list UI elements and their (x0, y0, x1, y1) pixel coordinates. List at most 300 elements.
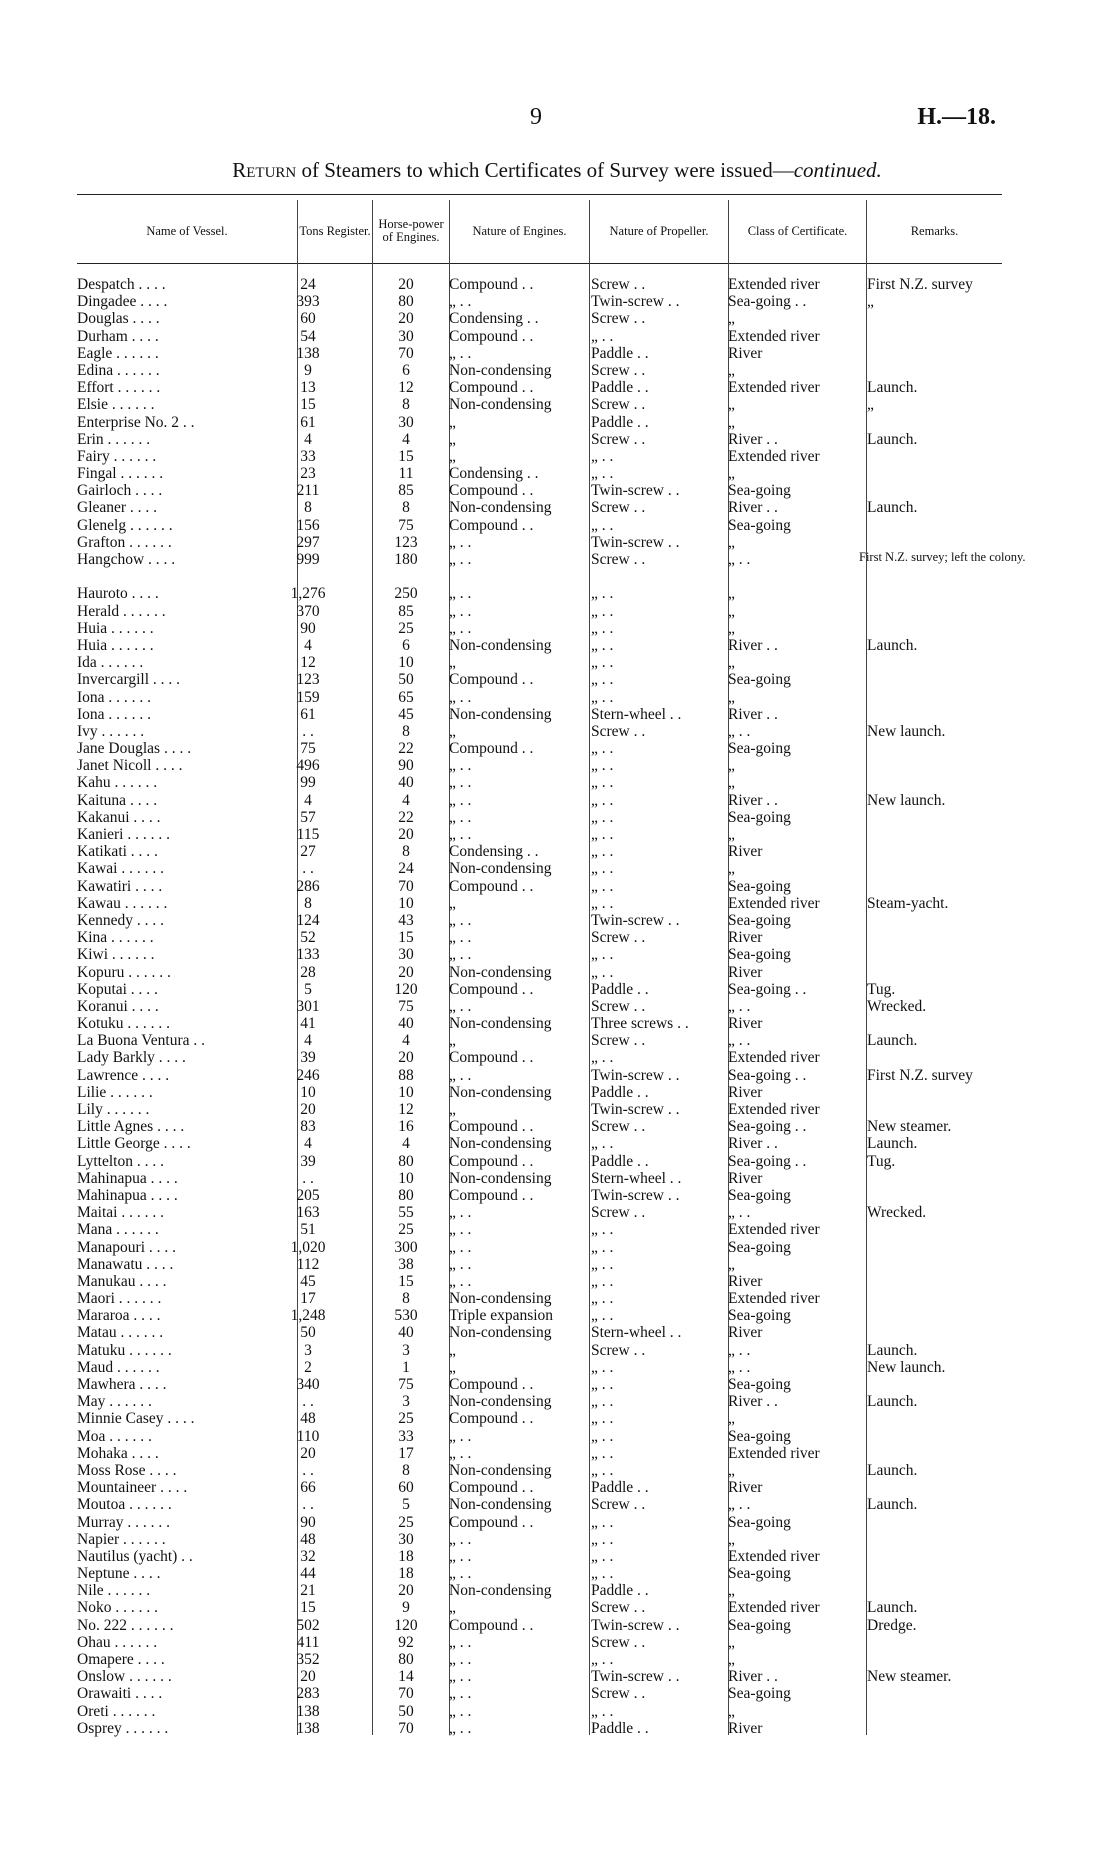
horse-power: 45 (398, 705, 414, 723)
vessel-name: Murray . . . . . . (77, 1513, 170, 1531)
vessel-name: Gairloch . . . . (77, 482, 163, 500)
horse-power: 25 (398, 619, 414, 637)
horse-power: 85 (398, 602, 414, 620)
vessel-name: Minnie Casey . . . . (77, 1410, 195, 1428)
remarks: Dredge. (867, 1616, 917, 1634)
horse-power: 10 (398, 654, 414, 672)
certificate-class: River (728, 963, 763, 981)
tons-register: 138 (296, 1702, 320, 1720)
vessel-name: Koranui . . . . (77, 997, 159, 1015)
engine-nature: Compound . . (449, 276, 534, 293)
vessel-name: Ohau . . . . . . (77, 1633, 158, 1651)
horse-power: 8 (402, 499, 410, 517)
remarks: Launch. (867, 1496, 918, 1514)
tons-register: 1,020 (290, 1238, 326, 1256)
horse-power: 24 (398, 860, 414, 878)
horse-power: 120 (394, 1616, 418, 1634)
vessel-name: Eagle . . . . . . (77, 344, 159, 362)
tons-register: 21 (300, 1582, 316, 1600)
engine-nature: „ . . (449, 293, 472, 311)
certificate-class: „ (728, 533, 735, 551)
tons-register: . . (302, 1496, 314, 1514)
tons-register: 15 (300, 396, 316, 414)
header-name: Name of Vessel. (146, 223, 228, 238)
propeller-nature: „ . . (591, 516, 614, 534)
table-row (77, 1531, 1002, 1548)
horse-power: 33 (398, 1427, 414, 1445)
table-row (77, 1290, 1002, 1307)
propeller-nature: Twin-screw . . (591, 1066, 680, 1084)
table-row (77, 1496, 1002, 1513)
vessel-name: Jane Douglas . . . . (77, 740, 192, 758)
engine-nature: Compound . . (449, 1049, 534, 1067)
propeller-nature: Screw . . (591, 1341, 646, 1359)
tons-register: 411 (296, 1633, 320, 1651)
table-row (77, 1445, 1002, 1462)
certificate-class: Sea-going (728, 516, 791, 534)
table-row (77, 1685, 1002, 1702)
horse-power: 22 (398, 808, 414, 826)
horse-power: 18 (398, 1565, 414, 1583)
table-row (77, 1273, 1002, 1290)
propeller-nature: „ . . (591, 327, 614, 345)
certificate-class: River . . (728, 1393, 778, 1411)
certificate-class: „ (728, 1582, 735, 1600)
vessel-name: May . . . . . . (77, 1393, 152, 1411)
tons-register: 61 (300, 705, 316, 723)
vessel-name: Lady Barkly . . . . (77, 1049, 186, 1067)
horse-power: 70 (398, 1685, 414, 1703)
table-row (77, 1067, 1002, 1084)
tons-register: 17 (300, 1290, 316, 1308)
propeller-nature: Paddle . . (591, 1582, 649, 1600)
certificate-class: River (728, 1169, 763, 1187)
certificate-class: Extended river (728, 894, 820, 912)
table-row (77, 1617, 1002, 1634)
horse-power: 11 (398, 465, 414, 483)
header-propeller: Nature of Propeller. (609, 223, 709, 238)
remarks: Steam-yacht. (867, 894, 949, 912)
tons-register: 9 (304, 361, 312, 379)
horse-power: 12 (398, 1101, 414, 1118)
horse-power: 20 (398, 826, 414, 843)
engine-nature: „ (449, 1032, 456, 1050)
engine-nature: Non-condensing (449, 1324, 552, 1342)
remarks: Tug. (867, 1152, 896, 1170)
vessel-name: Kanieri . . . . . . (77, 826, 170, 843)
propeller-nature: Screw . . (591, 1032, 646, 1050)
table-row (77, 1462, 1002, 1479)
vessel-name: Onslow . . . . . . (77, 1668, 172, 1686)
engine-nature: Non-condensing (449, 499, 552, 517)
engine-nature: Non-condensing (449, 1461, 552, 1479)
horse-power: 90 (398, 757, 414, 775)
horse-power: 15 (398, 1272, 414, 1290)
tons-register: 13 (300, 379, 316, 397)
propeller-nature: „ . . (591, 1651, 614, 1668)
vessel-name: Durham . . . . (77, 327, 159, 345)
vessel-name: Herald . . . . . . (77, 602, 166, 620)
propeller-nature: „ . . (591, 1238, 614, 1256)
tons-register: 4 (304, 1032, 312, 1050)
tons-register: 39 (300, 1049, 316, 1067)
tons-register: 48 (300, 1410, 316, 1428)
certificate-class: Sea-going . . (728, 1066, 807, 1084)
vessel-name: Lily . . . . . . (77, 1101, 150, 1118)
propeller-nature: Screw . . (591, 1599, 646, 1617)
certificate-class: „ (728, 1633, 735, 1651)
certificate-class: „ (728, 1651, 735, 1668)
propeller-nature: „ . . (591, 877, 614, 895)
table-row (77, 895, 1002, 912)
propeller-nature: „ . . (591, 1444, 614, 1462)
certificate-class: „ . . (728, 997, 751, 1015)
tons-register: 15 (300, 1599, 316, 1617)
certificate-class: Sea-going . . (728, 293, 807, 311)
propeller-nature: „ . . (591, 808, 614, 826)
propeller-nature: „ . . (591, 465, 614, 483)
engine-nature: „ . . (449, 1651, 472, 1668)
propeller-nature: „ . . (591, 860, 614, 878)
certificate-class: Extended river (728, 1101, 820, 1118)
page-number: 9 (530, 104, 542, 130)
engine-nature: „ . . (449, 585, 472, 603)
propeller-nature: „ . . (591, 963, 614, 981)
tons-register: 138 (296, 344, 320, 362)
table-row (77, 568, 1002, 585)
engine-nature: „ . . (449, 1668, 472, 1686)
certificate-class: Extended river (728, 1599, 820, 1617)
tons-register: 90 (300, 1513, 316, 1531)
header-tons: Tons Register. (299, 223, 371, 238)
horse-power: 30 (398, 946, 414, 964)
table-row (77, 1324, 1002, 1341)
propeller-nature: Paddle . . (591, 344, 649, 362)
propeller-nature: Screw . . (591, 361, 646, 379)
tons-register: 12 (300, 654, 316, 672)
table-row (77, 671, 1002, 688)
certificate-class: Extended river (728, 1049, 820, 1067)
vessel-name: Matau . . . . . . (77, 1324, 164, 1342)
engine-nature: „ (449, 1101, 456, 1118)
certificate-class: Sea-going (728, 1307, 791, 1325)
vessel-name: Kiwi . . . . . . (77, 946, 155, 964)
engine-nature: Compound . . (449, 877, 534, 895)
remarks: First N.Z. survey (867, 1066, 973, 1084)
certificate-class: Sea-going (728, 877, 791, 895)
tons-register: 246 (296, 1066, 320, 1084)
horse-power: 25 (398, 1221, 414, 1239)
certificate-class: „ (728, 1530, 735, 1548)
certificate-class: „ . . (728, 722, 751, 740)
propeller-nature: „ . . (591, 636, 614, 654)
engine-nature: Compound . . (449, 671, 534, 689)
certificate-class: „ (728, 413, 735, 431)
horse-power: 6 (402, 361, 410, 379)
propeller-nature: „ . . (591, 671, 614, 689)
vessel-name: Napier . . . . . . (77, 1530, 166, 1548)
table-row (77, 757, 1002, 774)
propeller-nature: „ . . (591, 1049, 614, 1067)
tons-register: 8 (304, 499, 312, 517)
remarks: New steamer. (867, 1118, 952, 1136)
engine-nature: „ . . (449, 533, 472, 551)
propeller-nature: Twin-screw . . (591, 1616, 680, 1634)
table-row (77, 585, 1002, 602)
engine-nature: Compound . . (449, 1410, 534, 1428)
vessel-name: Koputai . . . . (77, 980, 158, 998)
certificate-class: River . . (728, 499, 778, 517)
horse-power: 6 (402, 636, 410, 654)
remarks: Wrecked. (867, 997, 927, 1015)
vessel-name: Matuku . . . . . . (77, 1341, 172, 1359)
table-row (77, 1032, 1002, 1049)
horse-power: 20 (398, 276, 414, 293)
propeller-nature: Screw . . (591, 499, 646, 517)
engine-nature: Non-condensing (449, 860, 552, 878)
horse-power: 3 (402, 1341, 410, 1359)
engine-nature: „ . . (449, 1702, 472, 1720)
horse-power: 50 (398, 671, 414, 689)
table-row (77, 276, 1002, 293)
table-row (77, 448, 1002, 465)
horse-power: 4 (402, 791, 410, 809)
certificate-class: „ (728, 774, 735, 792)
propeller-nature: Screw . . (591, 1118, 646, 1136)
certificate-class: „ . . (728, 551, 751, 568)
table-row (77, 620, 1002, 637)
propeller-nature: „ . . (591, 791, 614, 809)
propeller-nature: Stern-wheel . . (591, 1324, 682, 1342)
table-row (77, 1393, 1002, 1410)
vessel-name: Enterprise No. 2 . . (77, 413, 195, 431)
engine-nature: „ . . (449, 344, 472, 362)
table-row (77, 431, 1002, 448)
certificate-class: „ (728, 396, 735, 414)
propeller-nature: Screw . . (591, 1204, 646, 1222)
table-row (77, 310, 1002, 327)
engine-nature: „ . . (449, 997, 472, 1015)
horse-power: 14 (398, 1668, 414, 1686)
tons-register: 138 (296, 1719, 320, 1737)
table-row (77, 1221, 1002, 1238)
propeller-nature: „ . . (591, 1565, 614, 1583)
remarks: First N.Z. survey (867, 276, 973, 293)
tons-register: 286 (296, 877, 320, 895)
table-row (77, 1514, 1002, 1531)
engine-nature: „ . . (449, 1255, 472, 1273)
certificate-class: Sea-going (728, 911, 791, 929)
tons-register: 24 (300, 276, 316, 293)
certificate-class: River . . (728, 1135, 778, 1153)
vessel-name: Kahu . . . . . . (77, 774, 158, 792)
propeller-nature: Twin-screw . . (591, 911, 680, 929)
engine-nature: „ . . (449, 1066, 472, 1084)
horse-power: 15 (398, 447, 414, 465)
propeller-nature: „ . . (591, 1307, 614, 1325)
vessel-name: Despatch . . . . (77, 276, 166, 293)
tons-register: 83 (300, 1118, 316, 1136)
remarks: „ (867, 293, 874, 311)
tons-register: 115 (296, 826, 320, 843)
tons-register: . . (302, 1169, 314, 1187)
engine-nature: Compound . . (449, 980, 534, 998)
engine-nature: Non-condensing (449, 1290, 552, 1308)
vessel-name: Douglas . . . . (77, 310, 160, 328)
table-row (77, 1187, 1002, 1204)
vessel-name: Fairy . . . . . . (77, 447, 157, 465)
vessel-name: Osprey . . . . . . (77, 1719, 169, 1737)
horse-power: 75 (398, 1376, 414, 1393)
propeller-nature: „ . . (591, 826, 614, 843)
engine-nature: Compound . . (449, 1118, 534, 1136)
propeller-nature: „ . . (591, 602, 614, 620)
engine-nature: Compound . . (449, 1513, 534, 1531)
propeller-nature: „ . . (591, 1427, 614, 1445)
table-row (77, 706, 1002, 723)
engine-nature: Non-condensing (449, 1169, 552, 1187)
certificate-class: Sea-going (728, 1616, 791, 1634)
table-row (77, 826, 1002, 843)
engine-nature: Non-condensing (449, 1083, 552, 1101)
engine-nature: Compound . . (449, 1152, 534, 1170)
vessel-name: Hangchow . . . . (77, 551, 176, 568)
engine-nature: Compound . . (449, 1479, 534, 1497)
propeller-nature: „ . . (591, 1513, 614, 1531)
certificate-class: River (728, 843, 763, 861)
table-row (77, 689, 1002, 706)
engine-nature: „ . . (449, 946, 472, 964)
vessel-name: Moss Rose . . . . (77, 1461, 177, 1479)
engine-nature: „ (449, 430, 456, 448)
horse-power: 20 (398, 1049, 414, 1067)
tons-register: 44 (300, 1565, 316, 1583)
table-row (77, 1084, 1002, 1101)
vessel-name: Iona . . . . . . (77, 688, 152, 706)
vessel-name: Huia . . . . . . (77, 636, 154, 654)
engine-nature: „ . . (449, 911, 472, 929)
remarks: Launch. (867, 636, 918, 654)
horse-power: 40 (398, 774, 414, 792)
certificate-class: „ (728, 860, 735, 878)
propeller-nature: Paddle . . (591, 1719, 649, 1737)
remarks: New launch. (867, 722, 946, 740)
remarks: Launch. (867, 1393, 918, 1411)
remarks: Launch. (867, 430, 918, 448)
remarks: Launch. (867, 379, 918, 397)
vessel-name: Kaituna . . . . (77, 791, 158, 809)
tons-register: 999 (296, 551, 320, 568)
propeller-nature: „ . . (591, 1461, 614, 1479)
horse-power: 40 (398, 1324, 414, 1342)
table-row (77, 362, 1002, 379)
table-row (77, 1256, 1002, 1273)
table-row (77, 1720, 1002, 1737)
vessel-name: Erin . . . . . . (77, 430, 151, 448)
tons-register: 54 (300, 327, 316, 345)
tons-register: 3 (304, 1341, 312, 1359)
vessel-name: Kennedy . . . . (77, 911, 164, 929)
propeller-nature: „ . . (591, 1358, 614, 1376)
horse-power: 25 (398, 1513, 414, 1531)
certificate-class: Sea-going (728, 671, 791, 689)
certificate-class: River . . (728, 1668, 778, 1686)
horse-power: 4 (402, 430, 410, 448)
tons-register: 2 (304, 1358, 312, 1376)
propeller-nature: „ . . (591, 1135, 614, 1153)
tons-register: 99 (300, 774, 316, 792)
engine-nature: „ . . (449, 1204, 472, 1222)
engine-nature: „ . . (449, 619, 472, 637)
tons-register: . . (302, 1461, 314, 1479)
certificate-class: „ . . (728, 1341, 751, 1359)
tons-register: 33 (300, 447, 316, 465)
remarks: Launch. (867, 1341, 918, 1359)
propeller-nature: Screw . . (591, 1633, 646, 1651)
horse-power: 8 (402, 843, 410, 861)
horse-power: 123 (394, 533, 418, 551)
engine-nature: „ . . (449, 1633, 472, 1651)
engine-nature: Compound . . (449, 516, 534, 534)
table-row (77, 964, 1002, 981)
table-row (77, 345, 1002, 362)
certificate-class: River (728, 1083, 763, 1101)
vessel-name: Janet Nicoll . . . . (77, 757, 183, 775)
tons-register: 20 (300, 1668, 316, 1686)
certificate-class: Sea-going (728, 1513, 791, 1531)
certificate-class: River . . (728, 636, 778, 654)
table-row (77, 1015, 1002, 1032)
table-row (77, 499, 1002, 516)
table-row (77, 396, 1002, 413)
engine-nature: Non-condensing (449, 1582, 552, 1600)
tons-register: 205 (296, 1186, 320, 1204)
certificate-class: Extended river (728, 447, 820, 465)
tons-register: 123 (296, 671, 320, 689)
tons-register: 502 (296, 1616, 320, 1634)
title-italic: continued. (793, 158, 882, 182)
vessel-name: Ivy . . . . . . (77, 722, 145, 740)
engine-nature: Compound . . (449, 379, 534, 397)
certificate-class: Extended river (728, 327, 820, 345)
vessel-name: Kotuku . . . . . . (77, 1015, 170, 1033)
propeller-nature: „ . . (591, 946, 614, 964)
table-row (77, 1307, 1002, 1324)
header-hp: Horse-power of Engines. (378, 217, 444, 244)
tons-register: 23 (300, 465, 316, 483)
document-reference: H.—18. (917, 104, 996, 130)
propeller-nature: Screw . . (591, 310, 646, 328)
propeller-nature: Twin-screw . . (591, 1186, 680, 1204)
certificate-class: „ (728, 310, 735, 328)
table-row (77, 740, 1002, 757)
table-row (77, 550, 1026, 568)
tons-register: 52 (300, 929, 316, 947)
engine-nature: Condensing . . (449, 310, 539, 328)
vessel-name: Nautilus (yacht) . . (77, 1547, 193, 1565)
tons-register: 163 (296, 1204, 320, 1222)
horse-power: 4 (402, 1135, 410, 1153)
tons-register: 133 (296, 946, 320, 964)
engine-nature: Non-condensing (449, 396, 552, 414)
horse-power: 80 (398, 1186, 414, 1204)
certificate-class: Sea-going . . (728, 980, 807, 998)
propeller-nature: Stern-wheel . . (591, 705, 682, 723)
certificate-class: River (728, 1272, 763, 1290)
propeller-nature: Paddle . . (591, 413, 649, 431)
table-row (77, 414, 1002, 431)
tons-register: 124 (296, 911, 320, 929)
